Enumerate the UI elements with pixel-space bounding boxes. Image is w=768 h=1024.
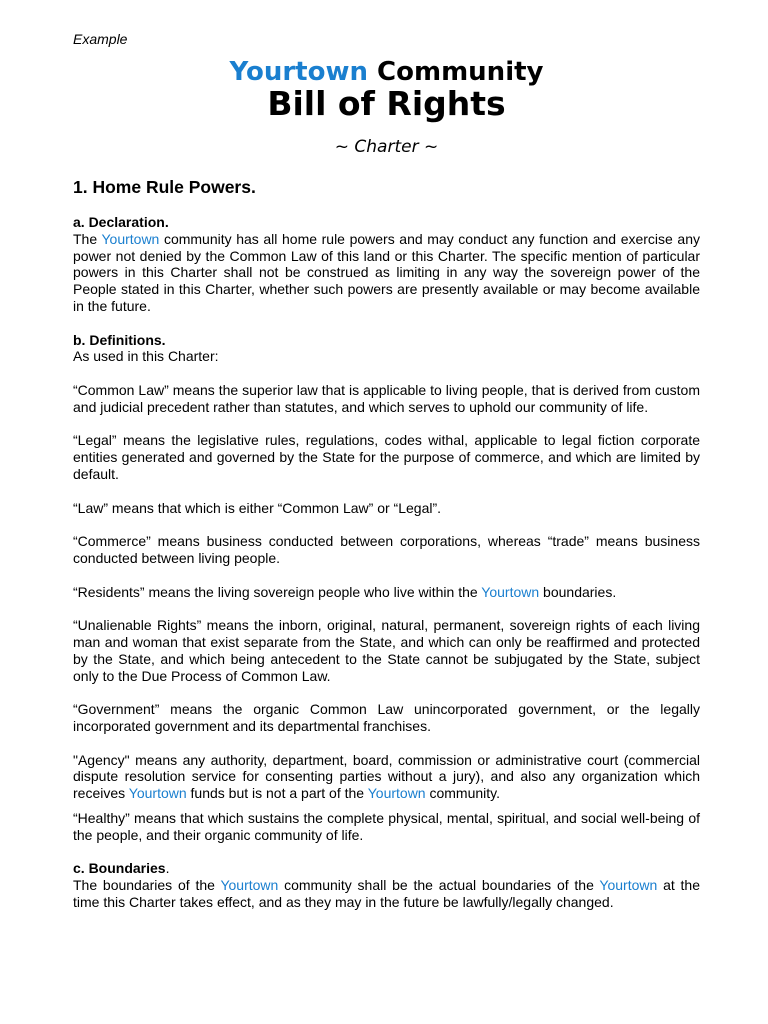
- definition-law: “Law” means that which is either “Common Law” or “Legal”.: [73, 499, 442, 516]
- definition-healthy: “Healthy” means that which sustains the complete physical, mental, spiritual, and social well-being of the people, and their organic community of life.: [73, 809, 700, 843]
- text-span: community has all home rule powers and may conduct any function and exercise any power not denied by the Common Law of this land or this Charter. The specific mention of particular powers in this Charter shall not be construed as limiting in any way the sovereign power of the People stated in this Charter, whether such powers are presently available or may become available in the future.: [73, 230, 700, 314]
- definition-commerce: “Commerce” means business conducted between corporations, whereas “trade” means business conducted between living people.: [73, 533, 700, 566]
- text-span: boundaries.: [539, 583, 617, 600]
- town-name: Yourtown: [599, 877, 658, 894]
- text-span: at the time this Charter takes effect, and as they may in the future be lawfully/legally changed.: [73, 877, 700, 910]
- boundaries-paragraph: [73, 877, 700, 911]
- definitions-intro: As used in this Charter:: [73, 348, 219, 365]
- definition-agency: [73, 752, 700, 802]
- town-name: Yourtown: [220, 877, 279, 894]
- document-page: [73, 30, 700, 911]
- document-title: Bill of Rights: [267, 84, 506, 123]
- definition-unalienable-rights: “Unalienable Rights” means the inborn, original, natural, permanent, sovereign rights of each living man and woman that exist separate from the State, and which can only be reaffirmed and protected by the State, and which being antecedent to the State cannot be subjugated by the State, subject only to the Due Process of Common Law.: [73, 617, 700, 684]
- section-heading: 1. Home Rule Powers.: [73, 177, 256, 197]
- text-span: c. Boundaries: [73, 860, 166, 877]
- definition-legal: “Legal” means the legislative rules, regulations, codes withal, applicable to legal fiction corporate entities generated and governed by the State for the purpose of commerce, and which are limited by default.: [73, 432, 700, 482]
- text-span: .: [165, 860, 170, 877]
- text-span: community.: [425, 785, 501, 802]
- definition-government: “Government” means the organic Common Law unincorporated government, or the legally incorporated government and its departmental franchises.: [73, 701, 700, 734]
- town-name: Yourtown: [481, 583, 540, 600]
- definition-residents: [73, 584, 700, 601]
- subsection-heading-boundaries: [73, 860, 700, 877]
- town-name: Yourtown: [367, 785, 426, 802]
- definition-common-law: “Common Law” means the superior law that is applicable to living people, that is derived from custom and judicial precedent rather than statutes, and which serves to uphold our community of life.: [73, 381, 700, 415]
- text-span: community shall be the actual boundaries of the: [278, 877, 600, 894]
- text-span: funds but is not a part of the: [186, 785, 368, 802]
- text-span: The: [73, 230, 102, 247]
- subsection-heading-declaration: a. Declaration.: [73, 214, 169, 230]
- title-community: Community: [377, 57, 544, 87]
- title-town: Yourtown: [229, 57, 368, 87]
- declaration-paragraph: [73, 231, 700, 315]
- text-span: "Agency" means any authority, department, board, commission or administrative court (commercial dispute resolution service for consenting parties without a jury), and also any organization which receives: [73, 751, 700, 802]
- example-label: Example: [73, 31, 128, 47]
- subsection-heading-definitions: b. Definitions.: [73, 331, 166, 348]
- text-span: The boundaries of the: [73, 877, 221, 894]
- town-name: Yourtown: [101, 230, 160, 247]
- text-span: “Residents” means the living sovereign people who live within the: [73, 583, 482, 600]
- document-subtitle: ~ Charter ~: [334, 137, 439, 157]
- town-name: Yourtown: [128, 785, 187, 802]
